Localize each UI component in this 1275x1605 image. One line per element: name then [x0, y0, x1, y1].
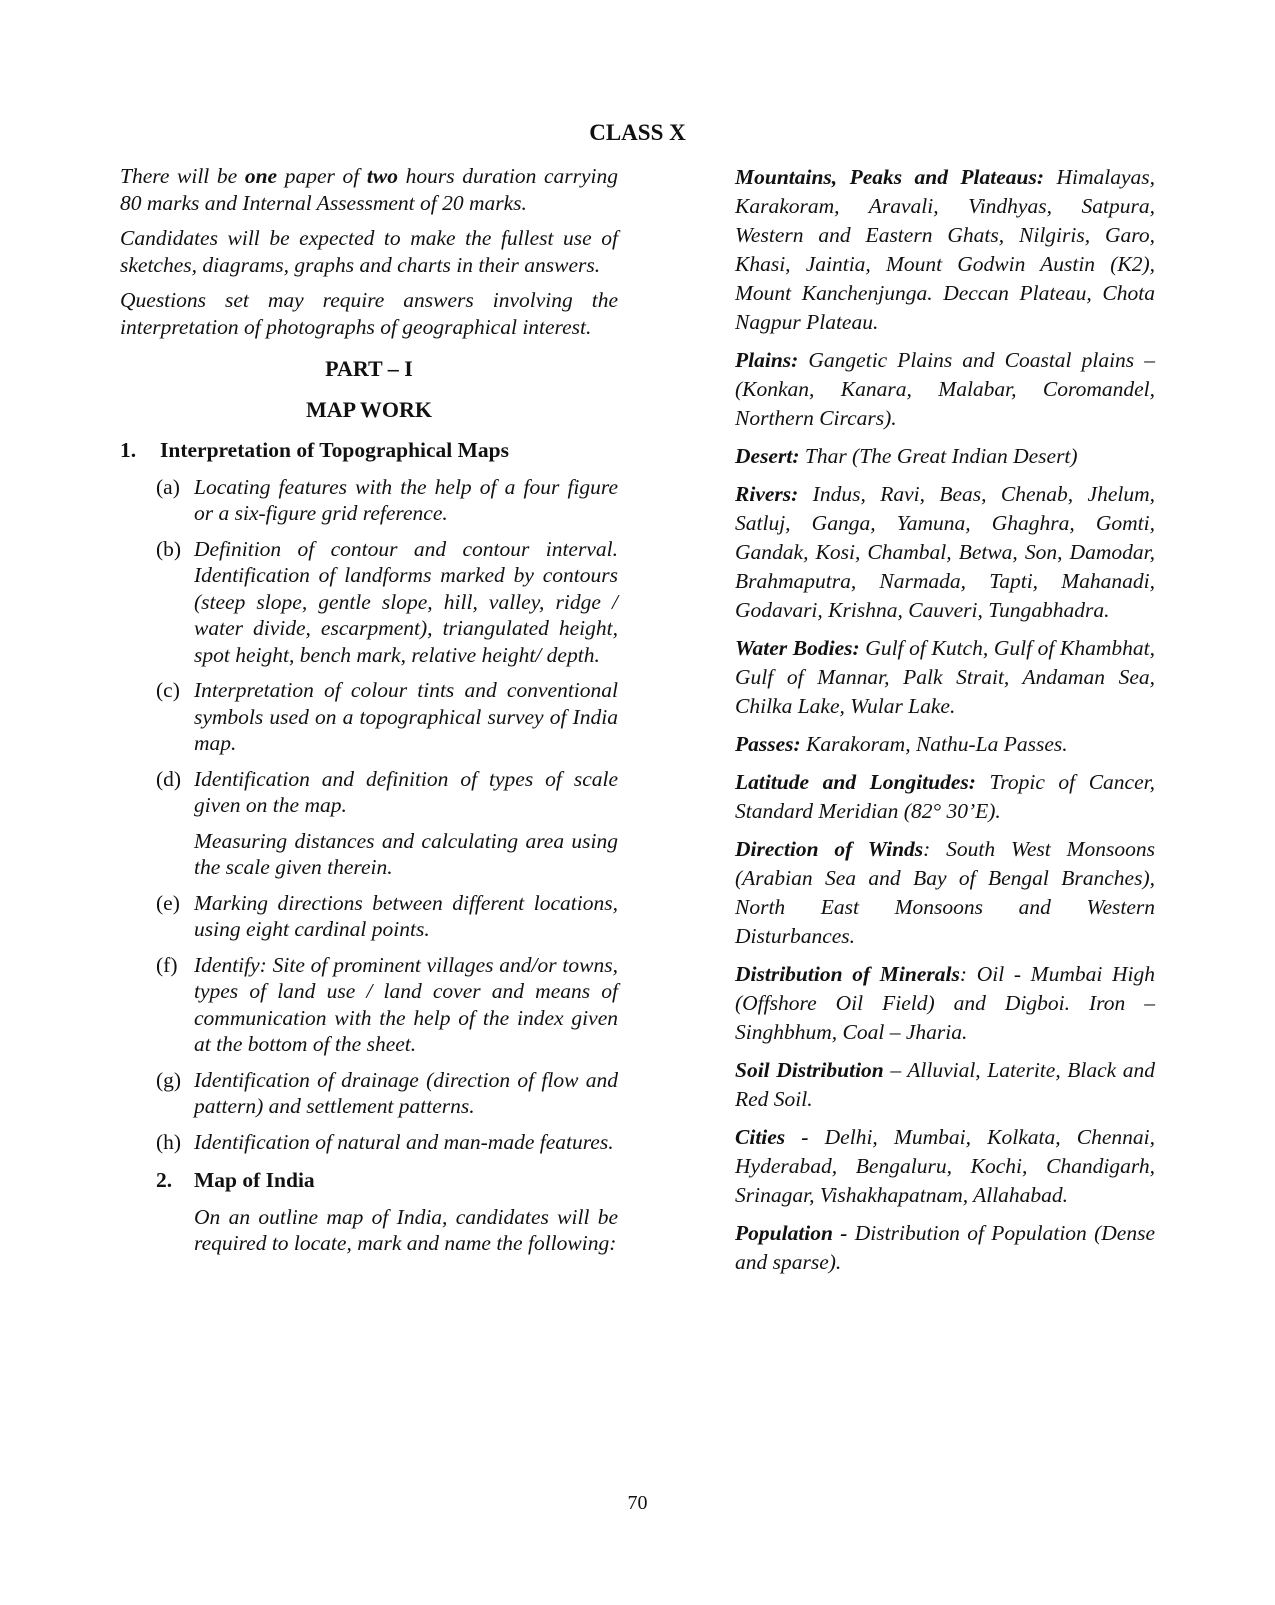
map-topic: [735, 163, 1155, 337]
item-text: Identification of drainage (direction of flow and pattern) and settlement patterns.: [194, 1067, 618, 1118]
topic-text: : South West Monsoons (Arabian Sea and Bay of Bengal Branches), North East Monsoons and Western Disturbances.: [735, 837, 1155, 948]
topic-text: Karakoram, Nathu-La Passes.: [800, 732, 1068, 756]
topic-text: Indus, Ravi, Beas, Chenab, Jhelum, Satluj, Ganga, Yamuna, Ghaghra, Gomti, Gandak, Kosi, Chambal, Betwa, Son, Damodar, Brahmaputra, Narmada, Tapti, Mahanadi, Godavari, Krishna, Cauveri, Tungabhadra.: [735, 482, 1155, 622]
map-topic: [735, 1123, 1155, 1210]
item-label: (d): [156, 766, 182, 791]
list-item: [120, 1067, 618, 1120]
item-label: (a): [156, 474, 180, 499]
page-number: 70: [627, 1492, 648, 1514]
topic-label: Direction of Winds: [735, 837, 924, 861]
item-text: Marking directions between different locations, using eight cardinal points.: [194, 890, 618, 941]
map-topic: [735, 768, 1155, 826]
map-topic: [735, 480, 1155, 625]
topic-label: Population -: [735, 1221, 848, 1245]
item-text: Identify: Site of prominent villages and/or towns, types of land use / land cover and means of communication with the help of the index given at the bottom of the sheet.: [194, 952, 618, 1056]
item-text: Identification of natural and man-made features.: [194, 1129, 614, 1154]
page-title: CLASS X: [589, 120, 686, 145]
topic-label: Distribution of Minerals: [735, 962, 960, 986]
list-item: [120, 766, 618, 819]
item-d-continuation: Measuring distances and calculating area using the scale given therein.: [194, 828, 618, 879]
item-text: Definition of contour and contour interval. Identification of landforms marked by contours (steep slope, gentle slope, hill, valley, ridge / water divide, escarpment), triangulated height, spot height, bench mark, relative height/ depth.: [194, 536, 618, 667]
item-text: Locating features with the help of a four figure or a six-figure grid reference.: [194, 474, 618, 525]
section-2-heading: [120, 1167, 618, 1194]
topic-label: Plains:: [735, 348, 799, 372]
topic-text: Delhi, Mumbai, Kolkata, Chennai, Hyderabad, Bengaluru, Kochi, Chandigarh, Srinagar, Vishakhapatnam, Allahabad.: [735, 1125, 1155, 1207]
topic-label: Mountains, Peaks and Plateaus:: [735, 165, 1045, 189]
topic-label: Rivers:: [735, 482, 799, 506]
map-topic: [735, 835, 1155, 951]
intro-paragraph-1: [120, 163, 618, 216]
topic-label: Latitude and Longitudes:: [735, 770, 976, 794]
map-work-heading: MAP WORK: [305, 396, 433, 422]
left-column: [120, 163, 618, 1266]
intro-text: There will be: [120, 164, 245, 188]
map-topic: [735, 346, 1155, 433]
topic-text: Distribution of Population (Dense and sparse).: [735, 1221, 1155, 1274]
intro-bold-two: two: [366, 164, 398, 188]
item-label: (c): [156, 678, 180, 702]
list-item: [120, 1129, 618, 1156]
intro-text: hours duration carrying 80 marks and Internal Assessment of 20 marks.: [120, 164, 618, 215]
topic-label: Water Bodies:: [735, 636, 860, 660]
topic-text: Himalayas, Karakoram, Aravali, Vindhyas, Satpura, Western and Eastern Ghats, Nilgiris, Garo, Khasi, Jaintia, Mount Godwin Austin (K2), Mount Kanchenjunga. Deccan Plateau, Chota Nagpur Plateau.: [735, 165, 1155, 334]
item-label: (g): [156, 1067, 182, 1092]
item-label: (b): [156, 536, 182, 561]
section-title: Map of India: [194, 1168, 315, 1192]
list-item: [120, 536, 618, 669]
intro-bold-one: one: [244, 164, 278, 188]
topic-text: – Alluvial, Laterite, Black and Red Soil.: [735, 1058, 1156, 1111]
list-item: [120, 890, 618, 943]
item-label: (f): [156, 952, 178, 977]
map-topic: [735, 634, 1155, 721]
map-topic: [735, 1056, 1155, 1114]
topic-text: : Oil - Mumbai High (Offshore Oil Field) and Digboi. Iron – Singhbhum, Coal – Jharia.: [735, 962, 1156, 1044]
intro-paragraph-2: Candidates will be expected to make the fullest use of sketches, diagrams, graphs and charts in their answers.: [120, 226, 618, 277]
list-item: [120, 474, 618, 527]
topic-label: Desert:: [735, 444, 800, 468]
list-item: [120, 952, 618, 1058]
item-label: (h): [156, 1129, 182, 1154]
topic-label: Passes:: [735, 732, 801, 756]
right-column: [735, 163, 1155, 1286]
section-2-text: On an outline map of India, candidates will be required to locate, mark and name the following:: [194, 1204, 618, 1255]
topic-text: Tropic of Cancer, Standard Meridian (82° 30’E).: [735, 770, 1155, 823]
topic-label: Cities -: [735, 1125, 809, 1149]
part-heading: PART – I: [325, 356, 413, 381]
map-topic: [735, 960, 1155, 1047]
map-topic: [735, 442, 1155, 471]
section-title: Interpretation of Topographical Maps: [160, 438, 510, 462]
item-text: Identification and definition of types of scale given on the map.: [194, 766, 618, 817]
topic-text: Thar (The Great Indian Desert): [799, 444, 1078, 468]
map-topic: [735, 1219, 1155, 1277]
topic-text: Gangetic Plains and Coastal plains – (Konkan, Kanara, Malabar, Coromandel, Northern Circars).: [735, 348, 1155, 430]
topic-label: Soil Distribution: [735, 1058, 884, 1082]
section-number: 2.: [156, 1168, 173, 1192]
section-1-heading: [120, 437, 618, 464]
topic-text: Gulf of Kutch, Gulf of Khambhat, Gulf of Mannar, Palk Strait, Andaman Sea, Chilka Lake, Wular Lake.: [735, 636, 1155, 718]
intro-text: paper of: [277, 164, 367, 188]
item-text: Interpretation of colour tints and conventional symbols used on a topographical survey of India map.: [194, 678, 618, 755]
intro-paragraph-3: Questions set may require answers involving the interpretation of photographs of geographical interest.: [120, 288, 618, 339]
list-item: [120, 677, 618, 757]
section-number: 1.: [120, 438, 137, 462]
item-label: (e): [156, 890, 180, 915]
map-topic: [735, 730, 1155, 759]
